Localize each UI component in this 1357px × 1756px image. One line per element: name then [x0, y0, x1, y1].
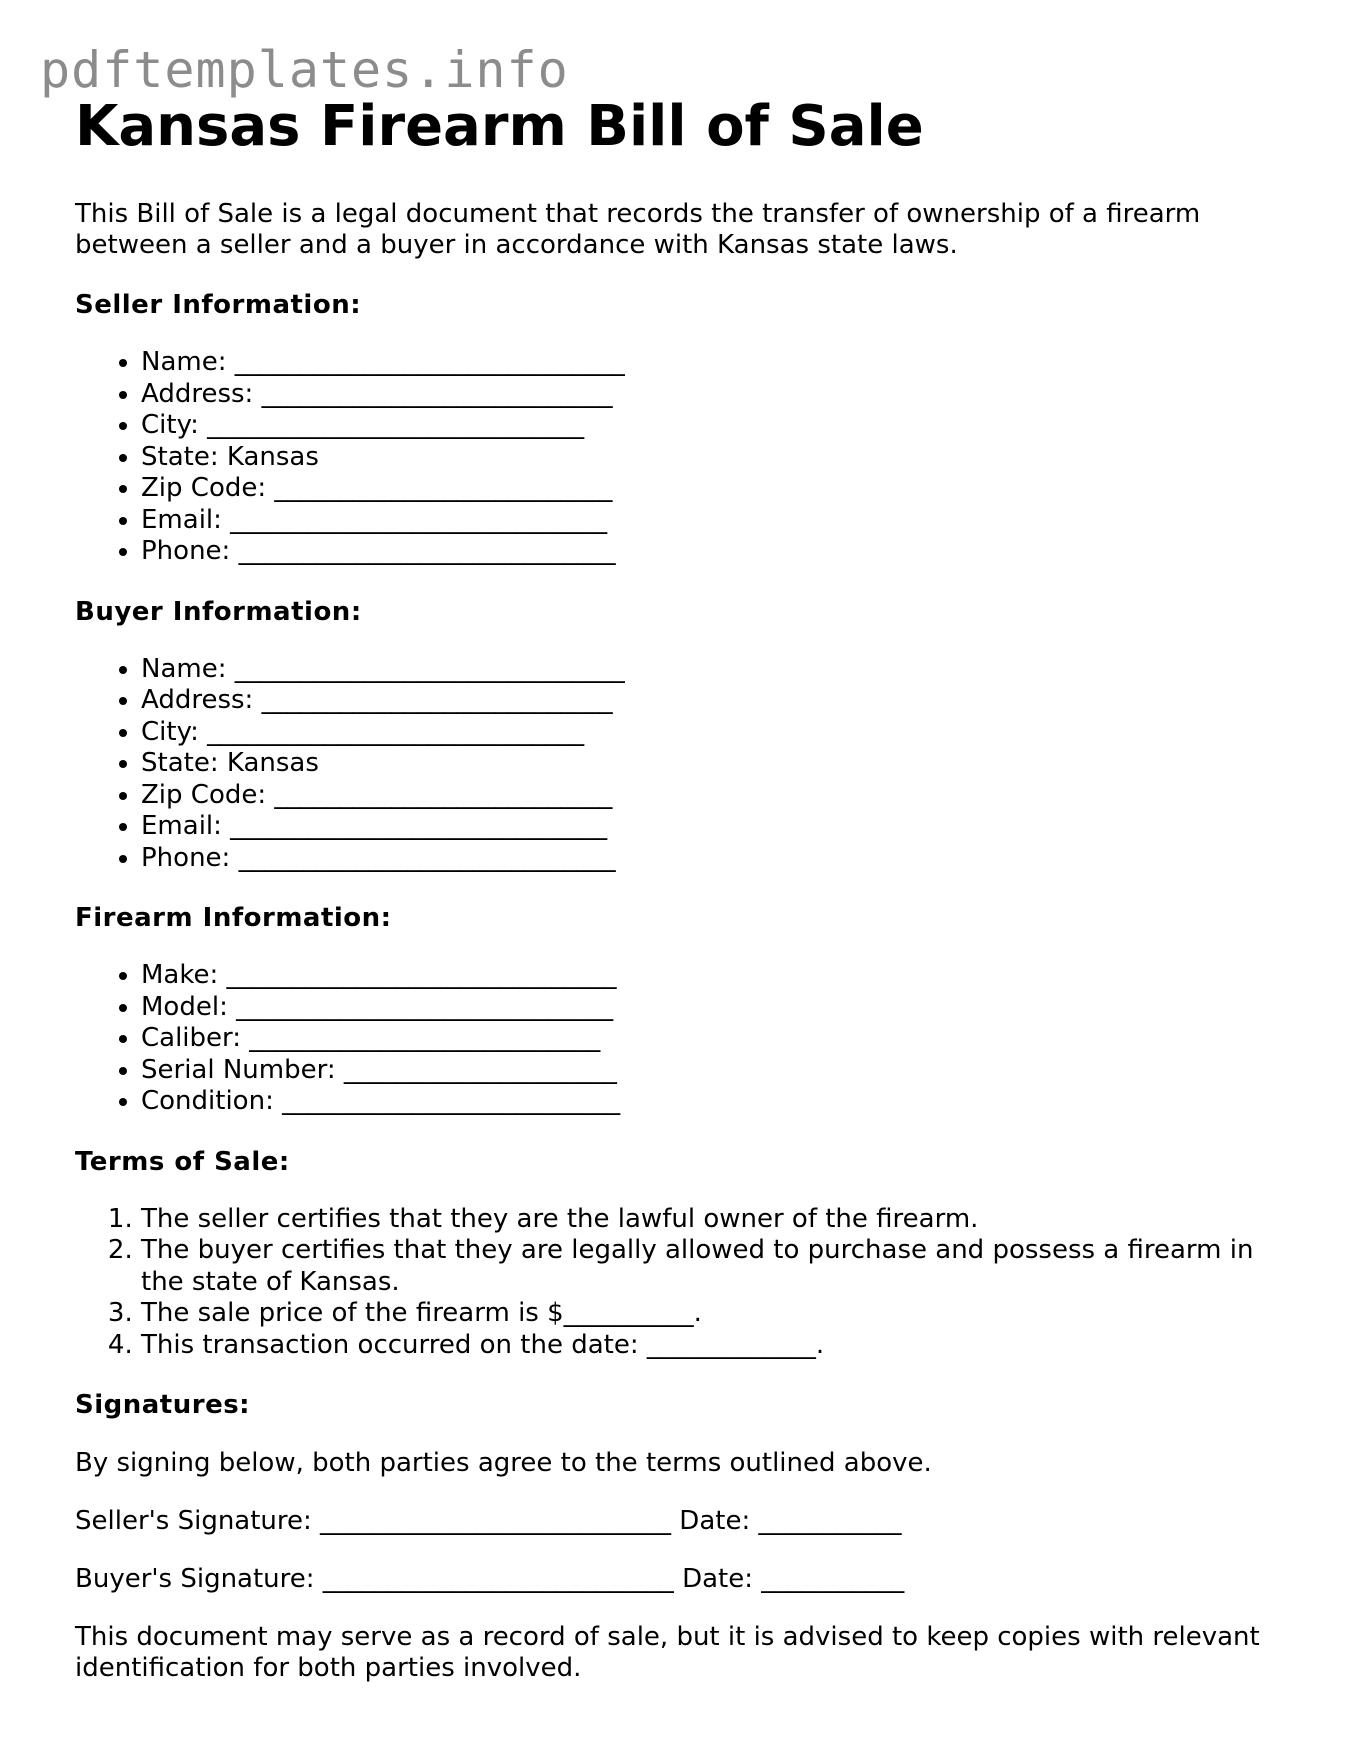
watermark: pdftemplates.info: [40, 41, 569, 99]
firearm-serial-field: • Serial Number: _____________________: [141, 1055, 1290, 1087]
firearm-condition-field: • Condition: __________________________: [141, 1086, 1290, 1118]
terms-heading: Terms of Sale:: [75, 1146, 290, 1177]
closing-paragraph: This document may serve as a record of sale, but it is advised to keep copies with relevant identification for both parties involved.: [75, 1622, 1260, 1683]
buyer-fields: [75, 654, 1290, 875]
signatures-statement: By signing below, both parties agree to the terms outlined above.: [75, 1448, 932, 1478]
seller-name-field: • Name: ______________________________: [141, 347, 1290, 379]
intro-paragraph: This Bill of Sale is a legal document that records the transfer of ownership of a firearm between a seller and a buyer in accordance with Kansas state laws.: [75, 199, 1201, 260]
firearm-heading: Firearm Information:: [75, 903, 392, 933]
buyer-name-field: • Name: ______________________________: [141, 654, 1290, 686]
term-item: 1. The seller certifies that they are the lawful owner of the firearm.: [141, 1204, 1290, 1236]
seller-address-field: • Address: ___________________________: [141, 379, 1290, 411]
firearm-fields: [75, 960, 1290, 1118]
seller-fields: [75, 347, 1290, 568]
buyer-city-field: • City: _____________________________: [141, 717, 1290, 749]
buyer-address-field: • Address: ___________________________: [141, 685, 1290, 717]
buyer-email-field: • Email: _____________________________: [141, 811, 1290, 843]
terms-list: [75, 1204, 1290, 1362]
term-item: 2. The buyer certifies that they are legally allowed to purchase and possess a firearm in the state of Kansas.: [141, 1235, 1290, 1298]
term-item: 4. This transaction occurred on the date: _____________.: [141, 1330, 1290, 1362]
seller-zip-field: • Zip Code: __________________________: [141, 473, 1290, 505]
seller-state-field: • State: Kansas: [141, 442, 1290, 474]
seller-city-field: • City: _____________________________: [141, 410, 1290, 442]
buyer-zip-field: • Zip Code: __________________________: [141, 780, 1290, 812]
buyer-heading: Buyer Information:: [75, 596, 362, 627]
firearm-make-field: • Make: ______________________________: [141, 960, 1290, 992]
seller-email-field: • Email: _____________________________: [141, 505, 1290, 537]
term-item: 3. The sale price of the firearm is $__________.: [141, 1298, 1290, 1330]
buyer-phone-field: • Phone: _____________________________: [141, 843, 1290, 875]
firearm-model-field: • Model: _____________________________: [141, 992, 1290, 1024]
seller-phone-field: • Phone: _____________________________: [141, 536, 1290, 568]
seller-signature-line: Seller's Signature: ___________________________ Date: ___________: [75, 1506, 902, 1536]
document-body: [75, 92, 1290, 1684]
seller-heading: Seller Information:: [75, 290, 362, 320]
buyer-state-field: • State: Kansas: [141, 748, 1290, 780]
buyer-signature-line: Buyer's Signature: ___________________________ Date: ___________: [75, 1564, 905, 1594]
signatures-heading: Signatures:: [75, 1390, 251, 1420]
document-title: Kansas Firearm Bill of Sale: [75, 94, 924, 159]
firearm-caliber-field: • Caliber: ___________________________: [141, 1023, 1290, 1055]
